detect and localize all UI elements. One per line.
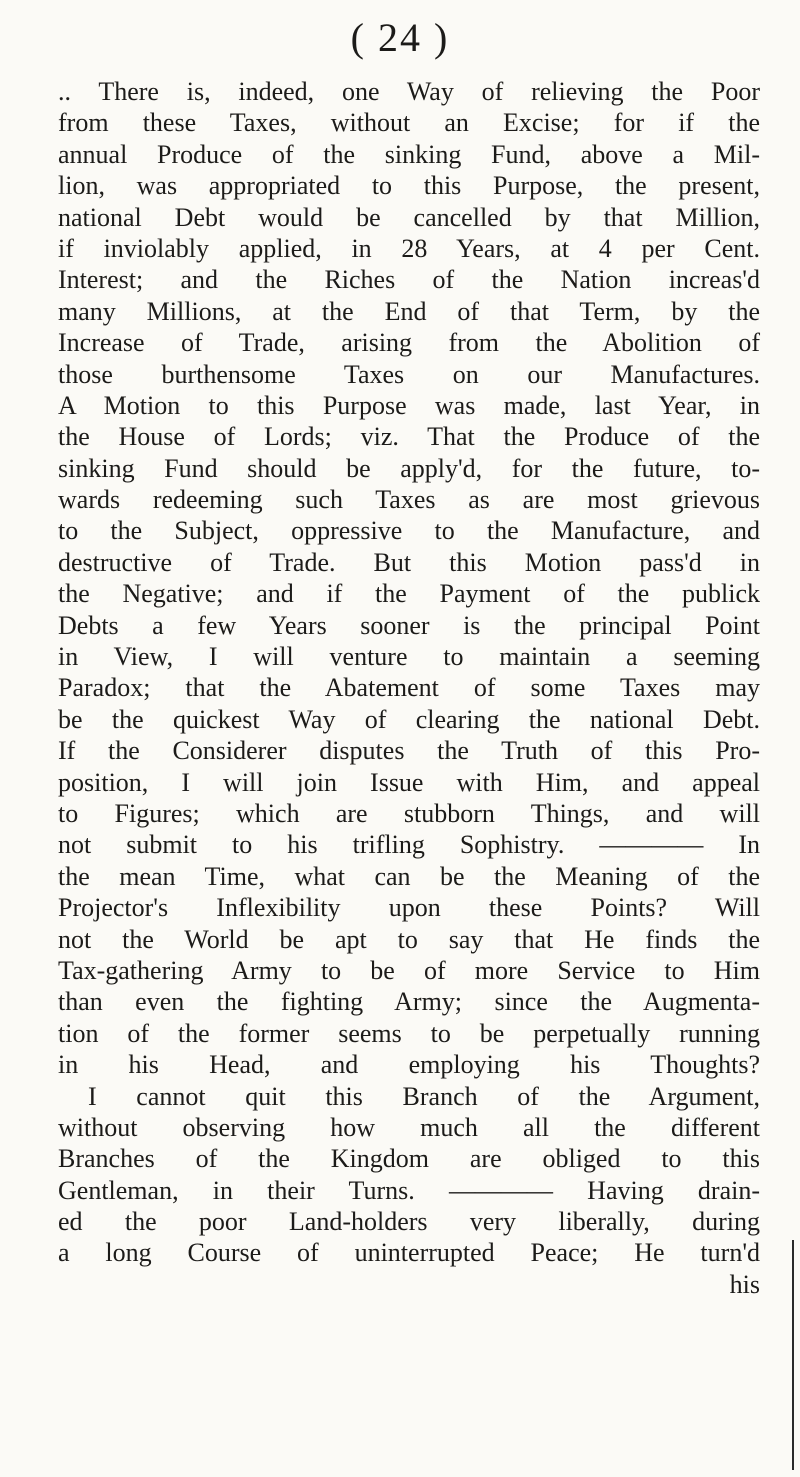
text-line: tion of the former seems to be perpetually running: [58, 1018, 760, 1048]
text-line: I cannot quit this Branch of the Argument,: [88, 1081, 760, 1111]
page-number: ( 24 ): [350, 15, 450, 60]
text-line: from these Taxes, without an Excise; for if the: [58, 108, 760, 138]
text-line: not the World be apt to say that He finds the: [58, 924, 760, 954]
page-edge-divider: [792, 1240, 794, 1470]
text-line: lion, was appropriated to this Purpose, the present,: [58, 171, 760, 201]
text-line: Projector's Inflexibility upon these Points? Will: [58, 893, 760, 923]
text-line: the Negative; and if the Payment of the publick: [58, 579, 760, 609]
text-line: if inviolably applied, in 28 Years, at 4 per Cent.: [58, 233, 760, 263]
text-line: not submit to his trifling Sophistry. ———— In: [58, 830, 760, 860]
text-line: annual Produce of the sinking Fund, above a Mil-: [58, 139, 760, 169]
text-line: be the quickest Way of clearing the national Debt.: [58, 704, 760, 734]
text-line: position, I will join Issue with Him, and appeal: [58, 767, 760, 797]
text-line: Tax-gathering Army to be of more Service to Him: [58, 955, 760, 985]
text-line: Branches of the Kingdom are obliged to this: [58, 1144, 760, 1174]
text-line: than even the fighting Army; since the Augmenta-: [58, 987, 760, 1017]
text-line: the mean Time, what can be the Meaning of the: [58, 861, 760, 891]
body-text: [58, 76, 760, 1300]
text-line: to the Subject, oppressive to the Manufacture, and: [58, 516, 760, 546]
text-line: to Figures; which are stubborn Things, and will: [58, 798, 760, 828]
text-line: .. There is, indeed, one Way of relieving the Poor: [58, 77, 760, 106]
text-line: national Debt would be cancelled by that Million,: [58, 202, 760, 232]
text-line: wards redeeming such Taxes as are most grievous: [58, 485, 760, 515]
text-line: in his Head, and employing his Thoughts?: [58, 1050, 760, 1080]
catchword: his: [729, 1269, 760, 1299]
text-line: ed the poor Land-holders very liberally, during: [58, 1207, 760, 1237]
text-line: the House of Lords; viz. That the Produce of the: [58, 422, 760, 452]
text-line: A Motion to this Purpose was made, last Year, in: [58, 390, 760, 420]
text-line: without observing how much all the different: [58, 1112, 760, 1142]
text-line: If the Considerer disputes the Truth of this Pro-: [58, 736, 760, 766]
text-line: those burthensome Taxes on our Manufactures.: [58, 359, 760, 389]
text-line: in View, I will venture to maintain a seeming: [58, 642, 760, 672]
text-line: many Millions, at the End of that Term, by the: [58, 296, 760, 326]
text-line: Gentleman, in their Turns. ———— Having drain-: [58, 1175, 760, 1205]
text-line: Paradox; that the Abatement of some Taxes may: [58, 673, 760, 703]
text-line: destructive of Trade. But this Motion pass'd in: [58, 547, 760, 577]
text-line: Increase of Trade, arising from the Abolition of: [58, 328, 760, 358]
text-line: sinking Fund should be apply'd, for the future, to-: [58, 453, 760, 483]
text-line: Interest; and the Riches of the Nation increas'd: [58, 265, 760, 295]
text-line: Debts a few Years sooner is the principal Point: [58, 610, 760, 640]
text-line: a long Course of uninterrupted Peace; He turn'd: [58, 1238, 760, 1268]
